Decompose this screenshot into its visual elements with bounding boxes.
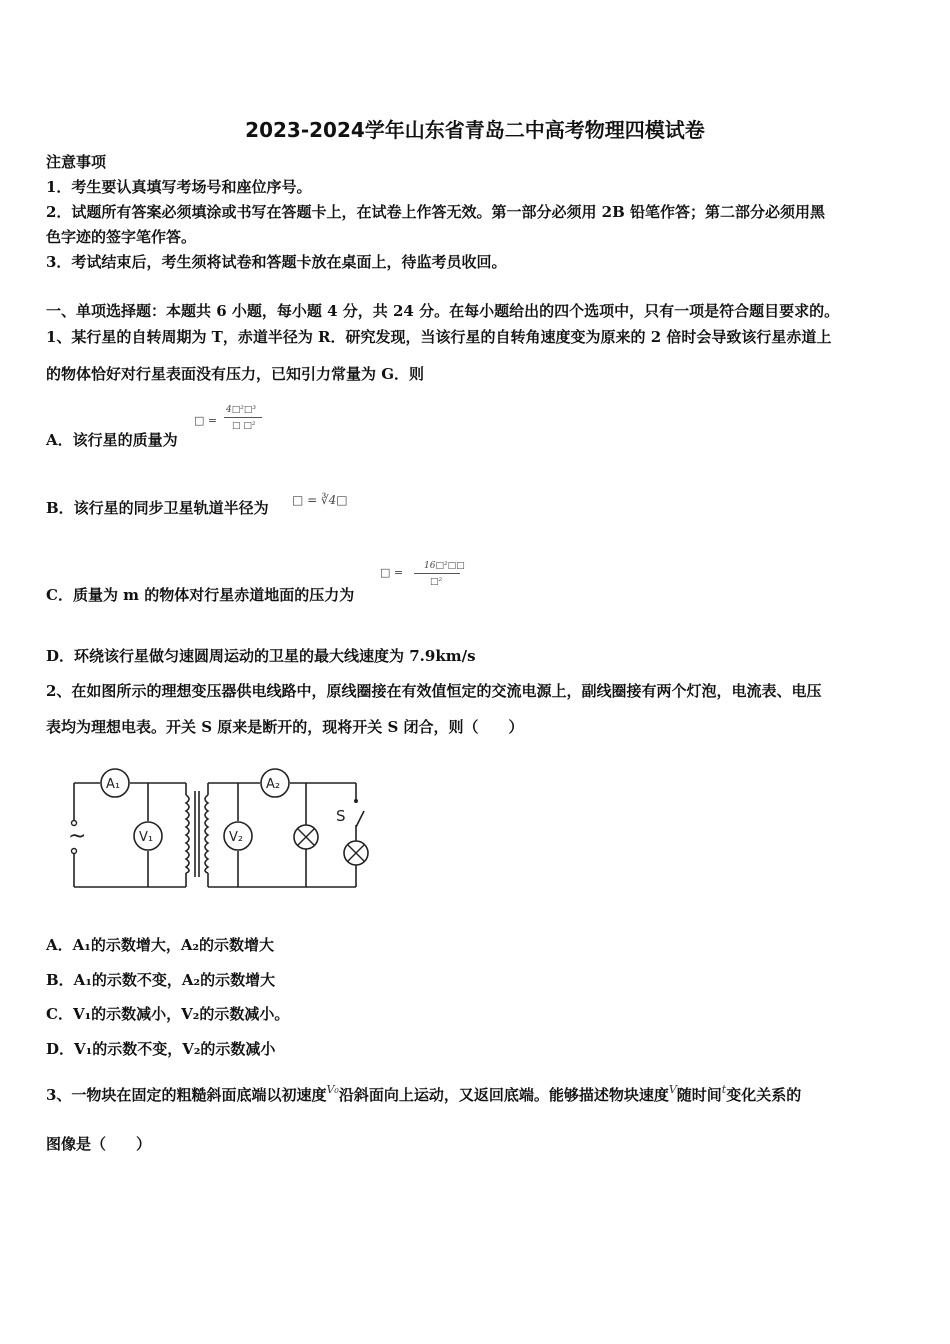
q1-a-formula-lhs: □ = <box>194 414 218 427</box>
switch-s-label: S <box>336 807 346 825</box>
q3-v0-symbol: V₀ <box>326 1083 339 1096</box>
voltmeter-v1-label: V₁ <box>139 830 154 845</box>
q3-stem-part-2: 沿斜面向上运动，又返回底端。能够描述物块速度 <box>338 1086 669 1104</box>
page-title: 2023-2024学年山东省青岛二中高考物理四模试卷 <box>245 118 705 142</box>
q1-stem-line1: 1、某行星的自转周期为 T，赤道半径为 R．研究发现，当该行星的自转角速度变为原来的 2 倍时会导致该行星赤道上 <box>46 328 832 346</box>
q1-stem-line2: 的物体恰好对行星表面没有压力，已知引力常量为 G．则 <box>46 365 425 383</box>
q1-c-formula-denominator: □² <box>430 577 443 587</box>
q1-option-b: B．该行星的同步卫星轨道半径为 <box>46 499 269 517</box>
q3-t-symbol: t <box>721 1083 727 1096</box>
q1-a-formula-numerator: 4□²□³ <box>226 405 256 415</box>
q2-option-d: D．V₁的示数不变，V₂的示数减小 <box>46 1040 276 1058</box>
switch-contact <box>354 799 358 803</box>
notice-item-3: 3．考试结束后，考生须将试卷和答题卡放在桌面上，待监考员收回。 <box>46 253 507 271</box>
source-terminal-bottom <box>72 849 77 854</box>
notice-heading: 注意事项 <box>46 153 107 171</box>
transformer-circuit-diagram <box>60 765 380 895</box>
q1-b-formula: □ = ∛4□ <box>292 493 348 507</box>
q1-a-fraction-bar <box>224 417 262 418</box>
q1-option-d: D．环绕该行星做匀速圆周运动的卫星的最大线速度为 7.9km/s <box>46 647 476 665</box>
notice-item-1: 1．考生要认真填写考场号和座位序号。 <box>46 178 312 196</box>
q1-c-fraction-bar <box>414 573 460 574</box>
voltmeter-v2-label: V₂ <box>229 830 244 845</box>
q1-option-a: A．该行星的质量为 <box>46 431 178 449</box>
q1-c-formula-numerator: 16□²□□ <box>424 561 465 571</box>
q3-stem-part-3: 随时间 <box>676 1086 722 1104</box>
section-1-heading: 一、单项选择题：本题共 6 小题，每小题 4 分，共 24 分。在每小题给出的四个选项中，只有一项是符合题目要求的。 <box>46 302 840 320</box>
q1-option-c: C．质量为 m 的物体对行星赤道地面的压力为 <box>46 586 355 604</box>
q2-stem-line1: 2、在如图所示的理想变压器供电线路中，原线圈接在有效值恒定的交流电源上，副线圈接有两个灯泡，电流表、电压 <box>46 682 822 700</box>
notice-item-2: 2．试题所有答案必须填涂或书写在答题卡上，在试卷上作答无效。第一部分必须用 2B 铅笔作答；第二部分必须用黑 <box>46 203 826 221</box>
q2-option-a: A．A₁的示数增大，A₂的示数增大 <box>46 936 275 954</box>
q2-option-b: B．A₁的示数不变，A₂的示数增大 <box>46 971 276 989</box>
q3-v-symbol: V <box>668 1083 677 1096</box>
q2-option-c: C．V₁的示数减小，V₂的示数减小。 <box>46 1005 290 1023</box>
ammeter-a1-label: A₁ <box>106 777 121 792</box>
q3-stem-line1 <box>46 1085 801 1107</box>
q3-stem-part-4: 变化关系的 <box>726 1086 802 1104</box>
q2-stem-line2: 表均为理想电表。开关 S 原来是断开的，现将开关 S 闭合，则（ ） <box>46 718 524 736</box>
q3-stem-part-1: 3、一物块在固定的粗糙斜面底端以初速度 <box>46 1086 327 1104</box>
q1-c-formula-lhs: □ = <box>380 566 404 579</box>
ac-source-symbol: ~ <box>68 824 87 849</box>
lamp-1-icon <box>294 825 318 849</box>
q3-stem-line2: 图像是（ ） <box>46 1135 152 1153</box>
lamp-2-icon <box>344 841 368 865</box>
q1-a-formula-denominator: □ □² <box>232 421 256 431</box>
ammeter-a2-label: A₂ <box>266 777 281 792</box>
notice-item-2-cont: 色字迹的签字笔作答。 <box>46 228 197 246</box>
